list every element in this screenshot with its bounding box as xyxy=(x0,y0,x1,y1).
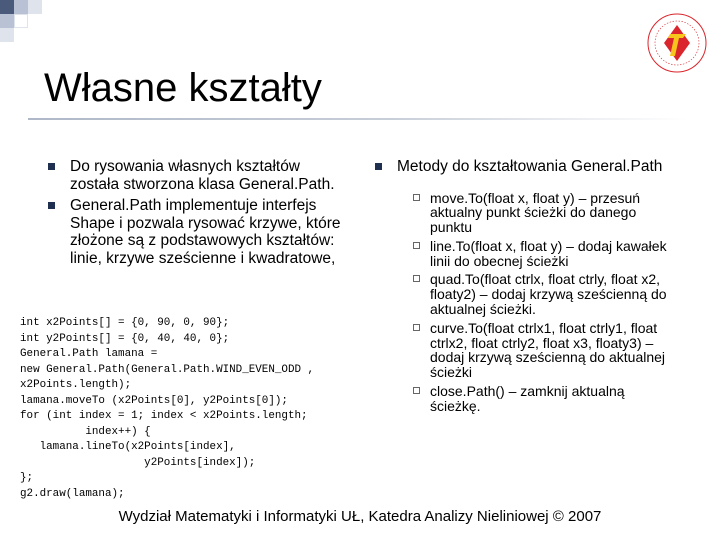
slide-title: Własne kształty xyxy=(44,66,322,110)
university-seal-icon xyxy=(646,12,708,74)
hollow-square-bullet-icon xyxy=(413,194,420,201)
code-sample: int x2Points[] = {0, 90, 0, 90}; int y2Points[] = {0, 40, 40, 0}; General.Path lamana = new General.Path(General.Path.WIND_EVEN_ODD , x2Points.length); lamana.moveTo (x2Points[0], y2Points[0]); for (int index = 1; index < x2Points.length; index++) { lamana.lineTo(x2Points[index], y2Points[index]); }; g2.draw(lamana); xyxy=(20,317,315,500)
list-item: move.To(float x, float y) – przesuń aktualny punkt ścieżki do danego punktu xyxy=(413,191,675,235)
hollow-square-bullet-icon xyxy=(413,242,420,249)
list-item xyxy=(375,158,675,176)
square-bullet-icon xyxy=(48,163,55,170)
list-item: line.To(float x, float y) – dodaj kawałek linii do obecnej ścieżki xyxy=(413,239,675,269)
list-item: Do rysowania własnych kształtów została stworzona klasa General.Path. xyxy=(48,158,348,193)
slide-footer: Wydział Matematyki i Informatyki UŁ, Katedra Analizy Nieliniowej © 2007 xyxy=(118,508,602,525)
square-bullet-icon xyxy=(375,163,382,170)
hollow-square-bullet-icon xyxy=(413,324,420,331)
methods-heading: Metody do kształtowania General.Path xyxy=(397,158,663,175)
left-bullet-list xyxy=(48,158,348,267)
hollow-square-bullet-icon xyxy=(413,387,420,394)
corner-decoration-icon xyxy=(0,0,60,40)
list-item: close.Path() – zamknij aktualną ścieżkę. xyxy=(413,384,675,414)
title-underline xyxy=(28,118,688,120)
square-bullet-icon xyxy=(48,202,55,209)
methods-list xyxy=(413,191,675,414)
list-item: curve.To(float ctrlx1, float ctrly1, float ctrlx2, float ctrly2, float x3, floaty3) – dodaj krzywą sześcienną do aktualnej ścieżki xyxy=(413,321,675,380)
list-item: General.Path implementuje interfejs Shape i pozwala rysować krzywe, które złożone są z podstawowych kształtów: linie, krzywe sześcienne i kwadratowe, xyxy=(48,197,348,267)
hollow-square-bullet-icon xyxy=(413,275,420,282)
right-bullet-list xyxy=(375,158,675,414)
list-item: quad.To(float ctrlx, float ctrly, float x2, floaty2) – dodaj krzywą sześcienną do aktualnej ścieżki. xyxy=(413,272,675,316)
